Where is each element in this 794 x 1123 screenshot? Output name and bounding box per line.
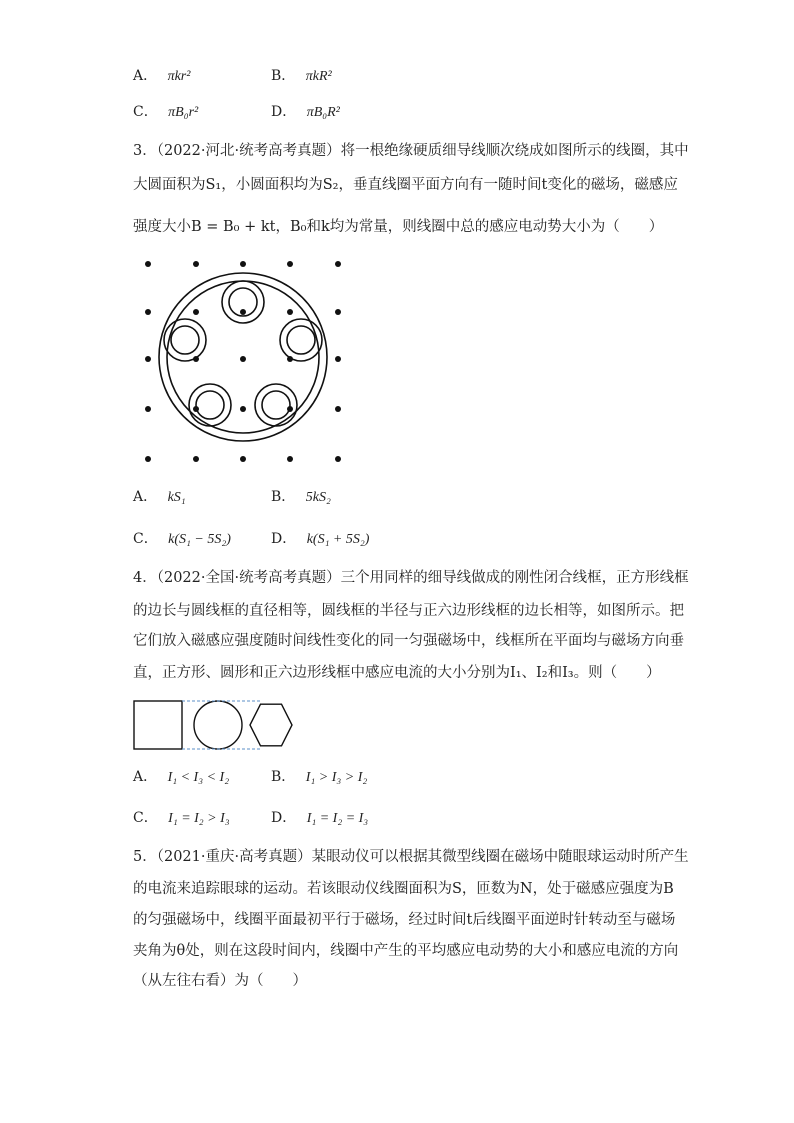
q3-option-d[interactable]	[271, 529, 369, 550]
option-label: C．	[133, 810, 158, 826]
frames-figure	[132, 698, 302, 758]
option-value: I₁ = I₂ = I₃	[306, 811, 369, 826]
q4-option-b[interactable]	[271, 767, 367, 788]
option-value: I₁ = I₂ > I₃	[168, 811, 230, 826]
option-label: B．	[271, 769, 296, 785]
q4-stem-line4: 直，正方形、圆形和正六边形线框中感应电流的大小分别为I₁、I₂和I₃。则（ ）	[133, 665, 661, 681]
q3-stem-line1: 3．（2022·河北·统考高考真题）将一根绝缘硬质细导线顺次绕成如图所示的线圈，其中	[133, 143, 689, 159]
option-value: kS₁	[167, 490, 186, 505]
option-label: C．	[133, 104, 158, 120]
option-value: πB₀r²	[168, 105, 199, 120]
q5-stem-line3: 的匀强磁场中，线圈平面最初平行于磁场，经过时间t后线圈平面逆时针转动至与磁场	[133, 912, 676, 928]
square-frame	[134, 701, 182, 749]
option-value: k(S₁ − 5S₂)	[168, 532, 231, 547]
q4-stem-line2: 的边长与圆线框的直径相等，圆线框的半径与正六边形线框的边长相等，如图所示。把	[133, 603, 684, 619]
option-value: k(S₁ + 5S₂)	[306, 532, 370, 547]
option-value: I₁ < I₃ < I₂	[167, 770, 230, 785]
option-label: D．	[271, 810, 297, 826]
option-value: 5kS₂	[305, 490, 331, 505]
q4-option-c[interactable]	[133, 808, 230, 829]
hexagon-frame	[250, 704, 292, 746]
q3-stem-line3: 强度大小B = B₀ + kt，B₀和k均为常量，则线圈中总的感应电动势大小为（ ）	[133, 219, 664, 235]
option-value: πB₀R²	[306, 105, 340, 120]
q2-option-a[interactable]	[133, 66, 190, 87]
q3-option-a[interactable]	[133, 487, 186, 508]
option-label: C．	[133, 531, 158, 547]
coil-figure	[138, 254, 358, 474]
q4-stem-line3: 它们放入磁感应强度随时间线性变化的同一匀强磁场中，线框所在平面均与磁场方向垂	[133, 633, 684, 649]
option-label: A．	[133, 769, 158, 785]
option-label: D．	[271, 531, 297, 547]
q5-stem-line2: 的电流来追踪眼球的运动。若该眼动仪线圈面积为S，匝数为N，处于磁感应强度为B	[133, 881, 674, 897]
option-value: πkr²	[167, 69, 191, 84]
magnetic-field-dots	[145, 261, 341, 462]
q3-option-b[interactable]	[271, 487, 331, 508]
q5-stem-line1: 5．（2021·重庆·高考真题）某眼动仪可以根据其微型线圈在磁场中随眼球运动时所产生	[133, 849, 689, 865]
option-label: D．	[271, 104, 297, 120]
q3-option-c[interactable]	[133, 529, 231, 550]
q2-option-d[interactable]	[271, 102, 340, 123]
q4-option-a[interactable]	[133, 767, 229, 788]
option-label: B．	[271, 68, 296, 84]
q5-stem-line5: （从左往右看）为（ ）	[133, 973, 307, 989]
option-label: A．	[133, 489, 158, 505]
option-value: πkR²	[305, 69, 332, 84]
q3-stem-line2: 大圆面积为S₁，小圆面积均为S₂，垂直线圈平面方向有一随时间t变化的磁场，磁感应	[133, 177, 678, 193]
option-value: I₁ > I₃ > I₂	[305, 770, 368, 785]
q4-option-d[interactable]	[271, 808, 368, 829]
option-label: A．	[133, 68, 158, 84]
q4-stem-line1: 4．（2022·全国·统考高考真题）三个用同样的细导线做成的刚性闭合线框，正方形线框	[133, 570, 689, 586]
q2-option-b[interactable]	[271, 66, 332, 87]
option-label: B．	[271, 489, 296, 505]
circle-frame	[194, 701, 242, 749]
q5-stem-line4: 夹角为θ处，则在这段时间内，线圈中产生的平均感应电动势的大小和感应电流的方向	[133, 943, 679, 959]
q2-option-c[interactable]	[133, 102, 198, 123]
